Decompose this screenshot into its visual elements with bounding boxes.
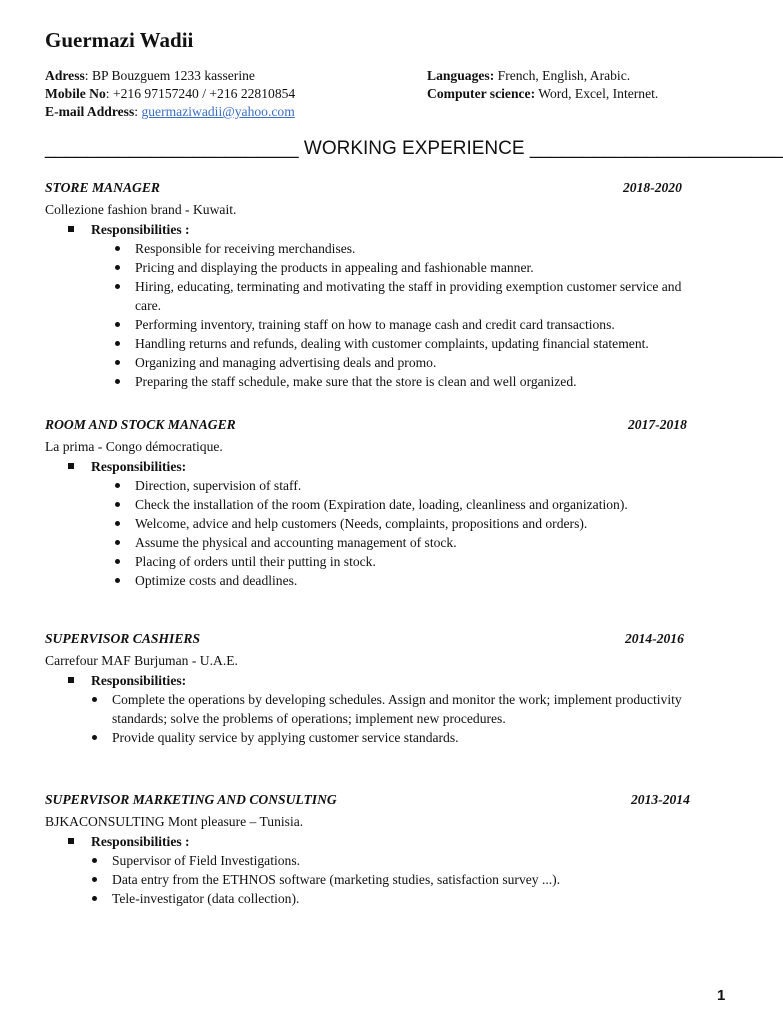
job-entry bbox=[45, 631, 705, 747]
list-item: Optimize costs and deadlines. bbox=[135, 571, 705, 590]
company-name: Carrefour MAF Burjuman - U.A.E. bbox=[45, 653, 238, 668]
list-item: Assume the physical and accounting management of stock. bbox=[135, 533, 705, 552]
responsibilities-list bbox=[45, 239, 705, 391]
job-header bbox=[45, 631, 705, 651]
mobile-line bbox=[45, 85, 295, 103]
list-item: Performing inventory, training staff on how to manage cash and credit card transactions. bbox=[135, 315, 705, 334]
computer-science-line bbox=[427, 85, 658, 103]
responsibilities-label: Responsibilities : bbox=[91, 832, 705, 851]
list-item: Organizing and managing advertising deals and promo. bbox=[135, 353, 705, 372]
mobile-value: : +216 97157240 / +216 22810854 bbox=[105, 86, 296, 101]
list-item: Provide quality service by applying customer service standards. bbox=[112, 728, 705, 747]
computer-science-value: Word, Excel, Internet. bbox=[535, 86, 659, 101]
list-item: Tele-investigator (data collection). bbox=[112, 889, 705, 908]
heading-rule-right: ________________________ bbox=[529, 138, 783, 159]
job-entry bbox=[45, 792, 705, 908]
mobile-label: Mobile No bbox=[45, 86, 106, 101]
languages-line bbox=[427, 67, 658, 85]
list-item: Pricing and displaying the products in appealing and fashionable manner. bbox=[135, 258, 705, 277]
job-entry bbox=[45, 180, 705, 391]
email-link[interactable]: guermaziwadii@yahoo.com bbox=[141, 104, 295, 119]
skills-block bbox=[427, 67, 658, 103]
responsibilities-list bbox=[45, 476, 705, 590]
job-title: SUPERVISOR MARKETING AND CONSULTING bbox=[45, 792, 337, 807]
address-value: : BP Bouzguem 1233 kasserine bbox=[84, 68, 255, 83]
list-item: Placing of orders until their putting in stock. bbox=[135, 552, 705, 571]
email-label: E-mail Address bbox=[45, 104, 135, 119]
list-item: Data entry from the ETHNOS software (marketing studies, satisfaction survey ...). bbox=[112, 870, 705, 889]
responsibilities-label: Responsibilities: bbox=[91, 671, 705, 690]
languages-label: Languages: bbox=[427, 68, 495, 83]
email-line bbox=[45, 103, 295, 121]
section-title: WORKING EXPERIENCE bbox=[298, 138, 530, 159]
job-entry bbox=[45, 417, 705, 590]
candidate-name: Guermazi Wadii bbox=[45, 28, 194, 52]
responsibilities-label: Responsibilities: bbox=[91, 457, 705, 476]
job-header bbox=[45, 792, 705, 812]
company-name: Collezione fashion brand - Kuwait. bbox=[45, 202, 237, 217]
company-name: BJKACONSULTING Mont pleasure – Tunisia. bbox=[45, 814, 304, 829]
list-item: Welcome, advice and help customers (Needs, complaints, propositions and orders). bbox=[135, 514, 705, 533]
job-years: 2013-2014 bbox=[631, 792, 690, 807]
list-item: Direction, supervision of staff. bbox=[135, 476, 705, 495]
job-years: 2017-2018 bbox=[628, 417, 687, 432]
responsibilities-list bbox=[45, 851, 705, 908]
page-number: 1 bbox=[717, 987, 726, 1004]
job-title: SUPERVISOR CASHIERS bbox=[45, 631, 201, 646]
job-title: ROOM AND STOCK MANAGER bbox=[45, 417, 236, 432]
job-header bbox=[45, 180, 705, 200]
contact-block bbox=[45, 67, 295, 121]
responsibilities-label: Responsibilities : bbox=[91, 220, 705, 239]
list-item: Supervisor of Field Investigations. bbox=[112, 851, 705, 870]
job-title: STORE MANAGER bbox=[45, 180, 160, 195]
responsibilities-list bbox=[45, 690, 705, 747]
job-header bbox=[45, 417, 705, 437]
job-years: 2018-2020 bbox=[623, 180, 682, 195]
list-item: Check the installation of the room (Expiration date, loading, cleanliness and organization). bbox=[135, 495, 705, 514]
list-item: Handling returns and refunds, dealing with customer complaints, updating financial statement. bbox=[135, 334, 705, 353]
section-heading-working-experience bbox=[45, 138, 783, 160]
list-item: Hiring, educating, terminating and motivating the staff in providing exemption customer service and care. bbox=[135, 277, 705, 315]
languages-value: French, English, Arabic. bbox=[494, 68, 631, 83]
company-name: La prima - Congo démocratique. bbox=[45, 439, 223, 454]
list-item: Preparing the staff schedule, make sure that the store is clean and well organized. bbox=[135, 372, 705, 391]
email-separator: : bbox=[134, 104, 142, 119]
address-line bbox=[45, 67, 295, 85]
job-years: 2014-2016 bbox=[625, 631, 684, 646]
list-item: Complete the operations by developing schedules. Assign and monitor the work; implement productivity standards; solve the problems of operations; implement new procedures. bbox=[112, 690, 705, 728]
list-item: Responsible for receiving merchandises. bbox=[135, 239, 705, 258]
heading-rule-left: ________________________ bbox=[45, 138, 299, 159]
computer-science-label: Computer science: bbox=[427, 86, 536, 101]
address-label: Adress bbox=[45, 68, 85, 83]
